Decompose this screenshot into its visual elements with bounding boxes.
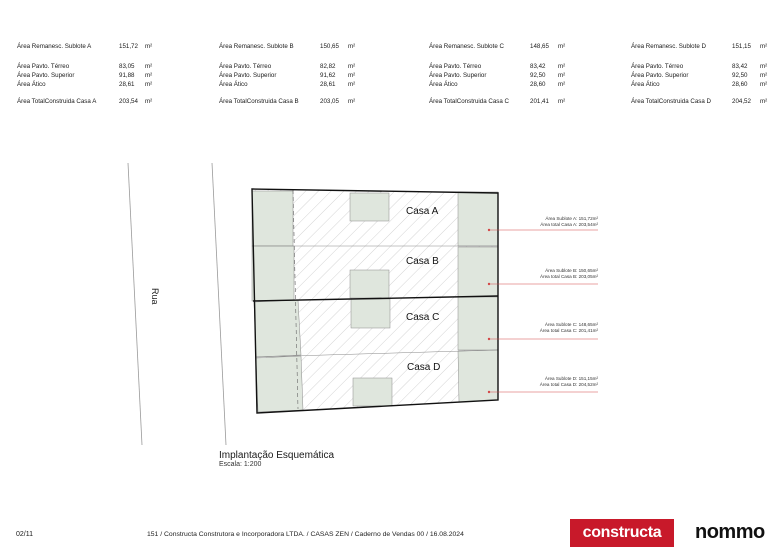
rear-building-d <box>458 350 498 402</box>
terreo-label: Área Pavto. Térreo <box>219 63 272 70</box>
terreo-value: 83,42 <box>732 63 748 70</box>
superior-label: Área Pavto. Superior <box>219 72 277 79</box>
atico-value: 28,60 <box>530 81 546 88</box>
unit: m² <box>558 81 566 88</box>
annotation-sublote: Área Sublote D: 151,15m² <box>544 376 598 381</box>
rear-building-b <box>458 247 498 297</box>
annotation-sublote: Área Sublote B: 150,65m² <box>545 268 598 273</box>
front-building-a <box>252 191 293 246</box>
unit: m² <box>348 72 356 79</box>
terreo-label: Área Pavto. Térreo <box>631 63 684 70</box>
total-label: Área TotalConstruida Casa B <box>219 98 299 105</box>
house-label-a: Casa A <box>406 206 439 217</box>
terreo-label: Área Pavto. Térreo <box>17 63 70 70</box>
superior-label: Área Pavto. Superior <box>17 72 75 79</box>
house-label-c: Casa C <box>406 312 440 323</box>
annotation-b <box>540 268 598 279</box>
total-value: 204,52 <box>732 98 751 105</box>
superior-value: 92,50 <box>530 72 546 79</box>
atico-label: Área Ático <box>219 81 248 88</box>
nommo-logo: nommo <box>695 521 765 543</box>
remanescente-label: Área Remanesc. Sublote B <box>219 43 294 50</box>
terreo-value: 83,42 <box>530 63 546 70</box>
street-label: Rua <box>150 288 160 305</box>
remanescente-label: Área Remanesc. Sublote D <box>631 43 706 50</box>
total-label: Área TotalConstruida Casa A <box>17 98 97 105</box>
house-label-d: Casa D <box>407 362 441 373</box>
unit: m² <box>348 43 356 50</box>
atico-value: 28,61 <box>119 81 135 88</box>
annotation-total: Área total Casa B: 203,05m² <box>540 273 598 279</box>
terreo-value: 83,05 <box>119 63 135 70</box>
superior-label: Área Pavto. Superior <box>631 72 689 79</box>
total-value: 203,05 <box>320 98 339 105</box>
terreo-label: Área Pavto. Térreo <box>429 63 482 70</box>
remanescente-label: Área Remanesc. Sublote A <box>17 43 92 50</box>
house-label-b: Casa B <box>406 256 439 267</box>
unit: m² <box>348 81 356 88</box>
front-building-d <box>256 356 303 412</box>
annotation-sublote: Área Sublote A: 151,72m² <box>545 216 598 221</box>
leader-dot-c <box>488 338 490 340</box>
drawing-scale: Escala: 1:200 <box>219 461 262 468</box>
unit: m² <box>145 63 153 70</box>
rear-building-a <box>458 192 498 246</box>
unit: m² <box>558 43 566 50</box>
superior-value: 91,88 <box>119 72 135 79</box>
annotation-total: Área total Casa C: 201,41m² <box>539 327 598 333</box>
unit: m² <box>558 72 566 79</box>
superior-value: 92,50 <box>732 72 748 79</box>
drawing-title: Implantação Esquemática <box>219 450 335 461</box>
leader-dot-a <box>488 229 490 231</box>
atico-value: 28,60 <box>732 81 748 88</box>
unit: m² <box>145 72 153 79</box>
front-building-b <box>252 246 294 301</box>
courtyard-c <box>351 299 390 328</box>
atico-label: Área Ático <box>17 81 46 88</box>
total-value: 201,41 <box>530 98 549 105</box>
atico-value: 28,61 <box>320 81 336 88</box>
annotation-d <box>540 376 598 387</box>
superior-label: Área Pavto. Superior <box>429 72 487 79</box>
footer-text: 151 / Constructa Construtora e Incorporadora LTDA. / CASAS ZEN / Caderno de Vendas 00 / 16.08.2024 <box>147 531 464 538</box>
terreo-value: 82,82 <box>320 63 336 70</box>
total-value: 203,54 <box>119 98 138 105</box>
constructa-logo: constructa <box>570 519 674 547</box>
annotation-sublote: Área Sublote C: 148,65m² <box>544 322 598 327</box>
unit: m² <box>760 43 768 50</box>
courtyard-a <box>350 193 389 221</box>
atico-label: Área Ático <box>429 81 458 88</box>
unit: m² <box>145 81 153 88</box>
unit: m² <box>145 98 153 105</box>
unit: m² <box>348 63 356 70</box>
remanescente-value: 148,65 <box>530 43 549 50</box>
leader-dot-d <box>488 391 490 393</box>
courtyard-b <box>350 270 389 298</box>
superior-value: 91,62 <box>320 72 336 79</box>
unit: m² <box>348 98 356 105</box>
annotation-total: Área total Casa A: 203,54m² <box>540 221 598 227</box>
unit: m² <box>558 98 566 105</box>
courtyard-d <box>353 378 392 406</box>
street-edge-right <box>212 163 226 445</box>
unit: m² <box>760 63 768 70</box>
unit: m² <box>558 63 566 70</box>
front-building-c <box>254 300 301 357</box>
street-edge-left <box>128 163 142 445</box>
unit: m² <box>760 72 768 79</box>
remanescente-value: 151,15 <box>732 43 751 50</box>
atico-label: Área Ático <box>631 81 660 88</box>
total-label: Área TotalConstruida Casa C <box>429 98 510 105</box>
total-label: Área TotalConstruida Casa D <box>631 98 712 105</box>
unit: m² <box>145 43 153 50</box>
unit: m² <box>760 98 768 105</box>
annotation-a <box>540 216 598 227</box>
remanescente-value: 151,72 <box>119 43 138 50</box>
annotation-c <box>540 322 598 333</box>
remanescente-label: Área Remanesc. Sublote C <box>429 43 504 50</box>
page-number: 02/11 <box>16 531 33 538</box>
remanescente-value: 150,65 <box>320 43 339 50</box>
annotation-total: Área total Casa D: 204,52m² <box>539 381 598 387</box>
leader-dot-b <box>488 283 490 285</box>
rear-building-c <box>458 297 498 350</box>
unit: m² <box>760 81 768 88</box>
